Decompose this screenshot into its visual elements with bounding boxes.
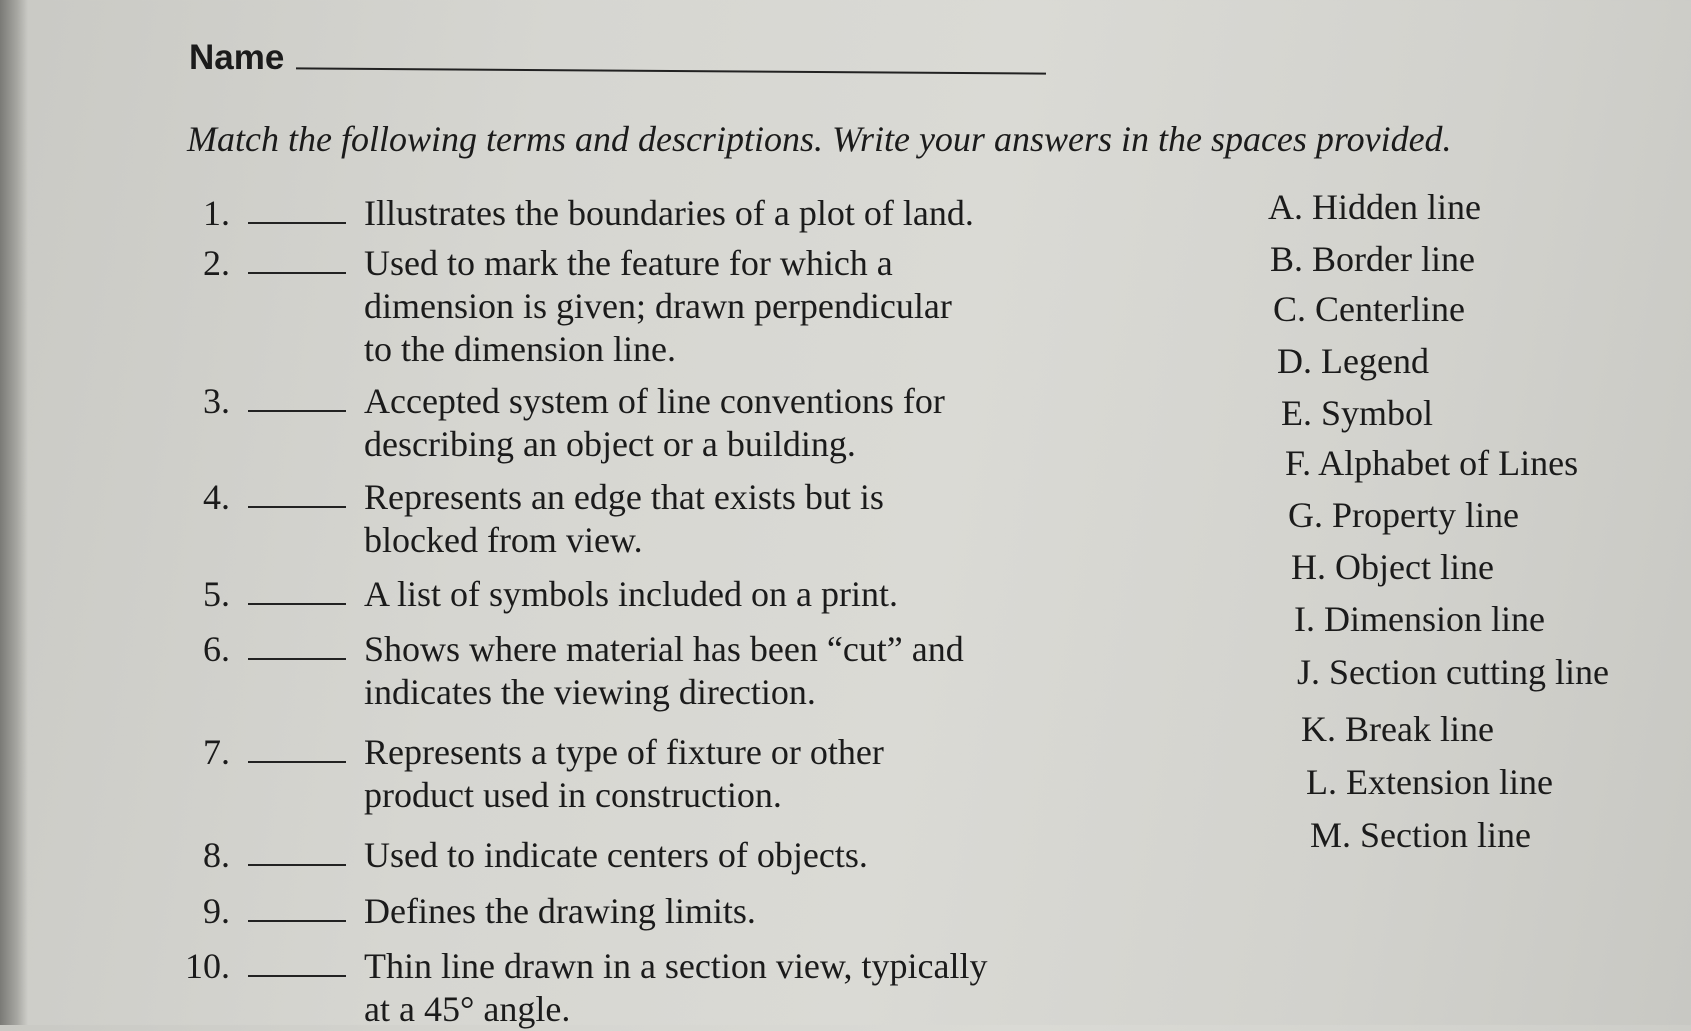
option-h: H. Object line [1291,547,1494,587]
question-text: A list of symbols included on a print. [364,574,898,614]
option-c: C. Centerline [1273,289,1465,329]
question-text: Shows where material has been “cut” and indicates the viewing direction. [364,629,964,712]
answer-blank[interactable] [248,761,346,763]
question-number: 2. [203,243,230,283]
option-b: B. Border line [1270,239,1475,279]
option-i: I. Dimension line [1294,599,1545,639]
answer-blank[interactable] [248,864,346,866]
question-text: Represents a type of fixture or other product used in construction. [364,732,884,815]
option-l: L. Extension line [1306,762,1553,802]
question-number: 4. [203,477,230,517]
answer-blank[interactable] [248,658,346,660]
question-text: Represents an edge that exists but is blocked from view. [364,477,884,560]
option-k: K. Break line [1301,709,1494,749]
option-m: M. Section line [1310,815,1531,855]
question-text: Used to mark the feature for which a dimension is given; drawn perpendicular to the dimension line. [364,243,952,369]
question-number: 6. [203,629,230,669]
name-blank[interactable] [296,67,1046,74]
question-number: 1. [203,193,230,233]
option-j: J. Section cutting line [1297,652,1609,692]
question-text: Used to indicate centers of objects. [364,835,868,875]
answer-blank[interactable] [248,222,346,224]
question-text: Defines the drawing limits. [364,891,756,931]
instructions: Match the following terms and descriptions. Write your answers in the spaces provided. [187,119,1452,159]
question-text: Thin line drawn in a section view, typically at a 45° angle. [364,946,988,1029]
answer-blank[interactable] [248,272,346,274]
answer-blank[interactable] [248,410,346,412]
question-number: 7. [203,732,230,772]
question-text: Accepted system of line conventions for describing an object or a building. [364,381,945,464]
page-edge-shadow [0,0,28,1025]
name-field [189,38,1049,78]
question-number: 8. [203,835,230,875]
answer-blank[interactable] [248,603,346,605]
answer-blank[interactable] [248,920,346,922]
option-e: E. Symbol [1281,393,1434,433]
name-label: Name [189,38,285,77]
option-a: A. Hidden line [1268,187,1481,227]
option-g: G. Property line [1288,495,1519,535]
question-number: 9. [203,891,230,931]
question-number: 10. [185,946,230,986]
answer-blank[interactable] [248,975,346,977]
option-f: F. Alphabet of Lines [1285,443,1579,483]
answer-blank[interactable] [248,506,346,508]
question-number: 5. [203,574,230,614]
question-number: 3. [203,381,230,421]
question-text: Illustrates the boundaries of a plot of land. [364,193,974,233]
option-d: D. Legend [1277,341,1429,381]
